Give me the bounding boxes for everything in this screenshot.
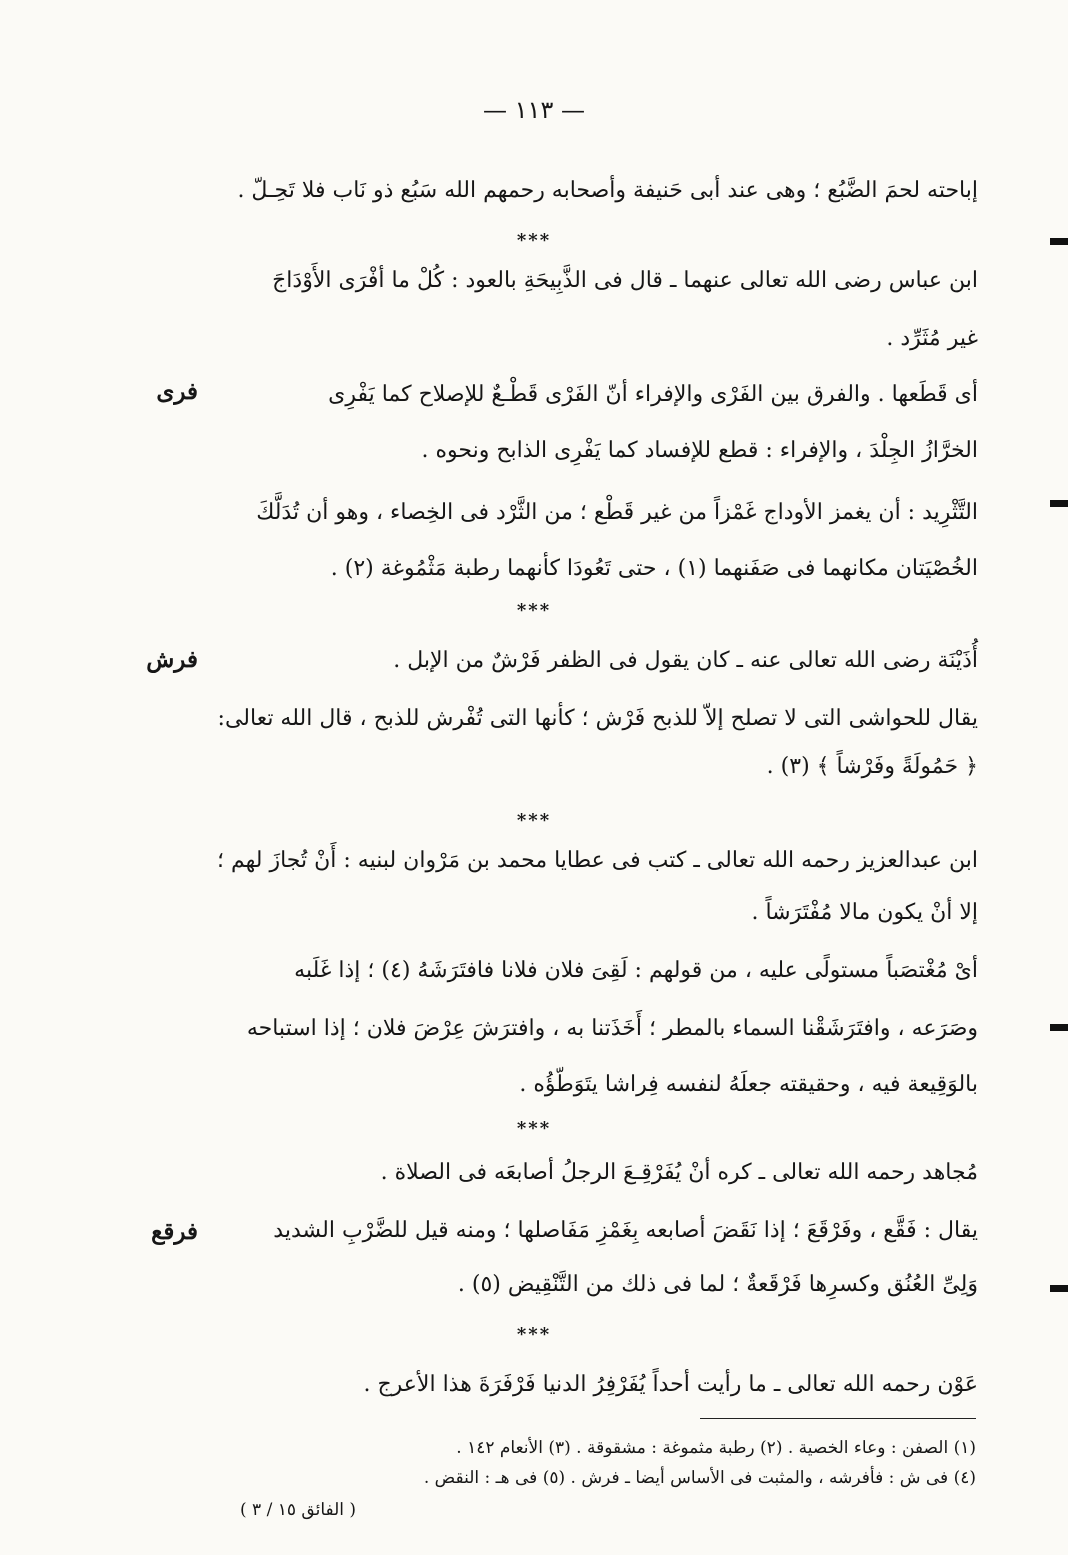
text-line: مُجاهد رحمه الله تعالى ـ كره أنْ يُفَرْقِـعَ الرجلُ أصابعَه فى الصلاة . xyxy=(380,1160,978,1185)
text-line: إباحته لحمَ الضَّبُع ؛ وهى عند أبى حَنيفة وأصحابه رحمهم الله سَبُع ذو نَاب فلا تَحِـلّ . xyxy=(237,178,978,203)
text-line: يقال : فَقَّع ، وفَرْقَعَ ؛ إذا نَقَضَ أصابعه بِغَمْزِ مَفَاصلها ؛ ومنه قيل للضَّرْبِ الشديد xyxy=(273,1218,978,1243)
text-line: إلا أنْ يكون مالا مُفْتَرَشاً . xyxy=(751,900,978,925)
text-line: الخرَّازُ الجِلْدَ ، والإفراء : قطع للإفساد كما يَفْرِى الذابح ونحوه . xyxy=(421,438,978,463)
text-line: ابن عباس رضى الله تعالى عنهما ـ قال فى الذَّبِيحَةِ بالعود : كُلْ ما أفْرَى الأَوْدَاجَ xyxy=(272,268,978,293)
text-line: ابن عبدالعزيز رحمه الله تعالى ـ كتب فى عطايا محمد بن مَرْوان لبنيه : أَنْ تُجازَ لهم ؛ xyxy=(217,848,978,873)
text-line: أُذَيْنَة رضى الله تعالى عنه ـ كان يقول فى الظفر فَرْشٌ من الإبل . xyxy=(393,648,978,673)
edge-tab-mark xyxy=(1050,1285,1068,1292)
section-separator: *** xyxy=(516,810,552,831)
footnote-line: (٤) فى ش : فأفرشه ، والمثبت فى الأساس أيضا ـ فرش . (٥) فى هـ : النقض . xyxy=(423,1468,976,1488)
text-line: التَّثْرِيد : أن يغمز الأوداج غَمْزاً من غير قَطْع ؛ من الثَّرْد فى الخِصاء ، وهو أن تُدَلَّكَ xyxy=(256,500,978,525)
margin-headword: فرش xyxy=(146,646,198,673)
text-line: يقال للحواشى التى لا تصلح إلاّ للذبح فَرْش ؛ كأنها التى تُفْرش للذبح ، قال الله تعالى: xyxy=(217,706,978,731)
section-separator: *** xyxy=(516,600,552,621)
text-line: غير مُثَرِّد . xyxy=(886,326,978,351)
footnote-rule xyxy=(700,1418,976,1419)
signature-mark: ( الفائق ١٥ / ٣ ) xyxy=(240,1500,357,1520)
text-line: عَوْن رحمه الله تعالى ـ ما رأيت أحداً يُفَرْفِرُ الدنيا فَرْفَرَةَ هذا الأعرج . xyxy=(363,1372,978,1397)
text-line: وَلِىِّ العُنُق وكسرِها فَرْقَعةٌ ؛ لما فى ذلك من التَّنْقِيض (٥) . xyxy=(457,1272,978,1297)
page-number: — ١١٣ — xyxy=(483,96,585,124)
section-separator: *** xyxy=(516,1324,552,1345)
text-line: الخُصْيَتان مكانهما فى صَفَنهما (١) ، حتى تَعُودَا كأنهما رطبة مَثْمُوغة (٢) . xyxy=(330,556,978,581)
footnote-line: (١) الصفن : وعاء الخصية . (٢) رطبة مثموغة : مشقوقة . (٣) الأنعام ١٤٢ . xyxy=(456,1438,976,1458)
text-line: وصَرَعه ، وافتَرَشَقْنا السماء بالمطر ؛ أَخَذَتنا به ، وافترَشَ عِرْضَ فلان ؛ إذا استباحه xyxy=(246,1016,978,1041)
edge-tab-mark xyxy=(1050,238,1068,245)
text-line: بالوَقِيعة فيه ، وحقيقته جعلَهُ لنفسه فِراشا يتَوَطّؤُه . xyxy=(519,1072,978,1097)
edge-tab-mark xyxy=(1050,500,1068,507)
section-separator: *** xyxy=(516,1118,552,1139)
section-separator: *** xyxy=(516,230,552,251)
text-line: أى قَطَعها . والفرق بين الفَرْى والإفراء أنّ الفَرْى قَطْـعٌ للإصلاح كما يَفْرِى xyxy=(328,382,978,407)
text-line: ﴿ حَمُولَةً وفَرْشاً ﴾ (٣) . xyxy=(766,754,978,779)
edge-tab-mark xyxy=(1050,1024,1068,1031)
margin-headword: فرى xyxy=(156,378,198,405)
text-line: أىْ مُغْتصَباً مستولًى عليه ، من قولهم : لَقِىَ فلان فلانا فافتَرَشَهُ (٤) ؛ إذا غَلَبه xyxy=(294,958,978,983)
margin-headword: فرقع xyxy=(151,1218,198,1245)
